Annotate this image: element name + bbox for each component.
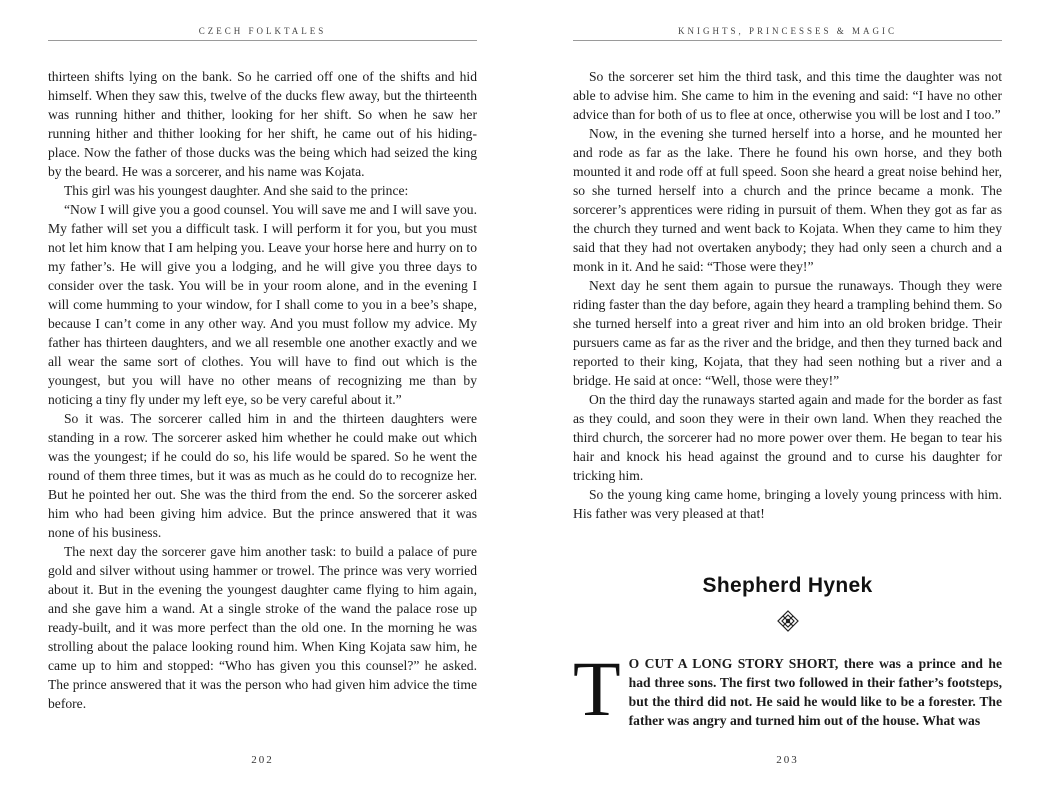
page-number: 202: [251, 754, 274, 766]
drop-cap: T: [573, 645, 621, 732]
story-opening: [573, 645, 1002, 732]
paragraph: Next day he sent them again to pursue the runaways. Though they were riding faster than the day before, again they heard a trampling behind them. So she turned herself into a great river and him into an old broken bridge. Their pursuers came as far as the river and the bridge, and then they turned back and reported to their king, Kojata, that they had seen nothing but a river and a bridge. He said at once: “Well, those were they!”: [573, 278, 1002, 388]
diamond-knot-ornament-icon: [777, 610, 799, 632]
header-rule: [48, 40, 477, 41]
paragraph: So the sorcerer set him the third task, and this time the daughter was not able to advise him. She came to him in the evening and said: “I have no other advice than for both of us to flee at once, otherwise you will be lost and I too.”: [573, 69, 1002, 122]
left-page: [48, 0, 477, 800]
paragraph: The next day the sorcerer gave him another task: to build a palace of pure gold and silver without using hammer or trowel. The prince was very worried about it. But in the evening the youngest daughter came flying to him again, and she gave him a wand. At a single stroke of the wand the palace rose up ready-built, and it was more perfect than the old one. In the morning he was strolling about the palace looking round him. When King Kojata saw him, he came up to him and stopped: “Who has given you this counsel?” he asked. The prince answered that it was the person who had given him advice the time before.: [48, 544, 477, 711]
running-head: KNIGHTS, PRINCESSES & MAGIC: [677, 26, 898, 36]
body-text: [48, 67, 477, 713]
page-number: 203: [776, 754, 799, 766]
story-title: Shepherd Hynek: [702, 574, 873, 597]
paragraph: So it was. The sorcerer called him in and the thirteen daughters were standing in a row. The sorcerer asked him whether he could make out which was the youngest; if he could do so, his life would be spared. So he went the round of them three times, but it was as much as he could do to recognize her. But he pointed her out. She was the third from the end. So the sorcerer asked him who had been giving him advice. But the prince answered that it was none of his business.: [48, 411, 477, 540]
paragraph: On the third day the runaways started again and made for the border as fast as they could, and soon they were in their own land. When they reached the third church, the sorcerer had no more power over them. He began to tear his hair and knock his head against the ground and to curse his daughter for tricking him.: [573, 392, 1002, 483]
paragraph: thirteen shifts lying on the bank. So he carried off one of the shifts and hid himself. When they saw this, twelve of the ducks flew away, but the thirteenth was running hither and thither, looking for her shift. So when he saw her running hither and thither looking for her shift, he came out of his hiding-place. Now the father of those ducks was the being which had seized the king by the beard. He was a sorcerer, and his name was Kojata.: [48, 69, 477, 179]
paragraph: “Now I will give you a good counsel. You will save me and I will save you. My father will set you a difficult task. I will perform it for you, but you must not let him know that I am helping you. Leave your horse here and hurry on to my father’s. He will give you a lodging, and he will give you three days to consider over the task. You will be in your room alone, and in the evening I will come humming to your window, for I shall come to you in a bee’s shape, because I can’t come in any other way. And you must follow my advice. My father has thirteen daughters, and we all resemble one another exactly and we all wear the same sort of clothes. You will have to find out which is the youngest, but you will have no other means of recognizing me than by noticing a tiny fly under my left eye, so be very careful about it.”: [48, 202, 477, 407]
right-page: [573, 0, 1002, 800]
body-text: [573, 67, 1002, 523]
paragraph: This girl was his youngest daughter. And she said to the prince:: [64, 183, 409, 198]
opening-text: O CUT A LONG STORY SHORT, there was a prince and he had three sons. The first two followed in their father’s footsteps, but the third did not. He said he would like to be a forester. The father was angry and turned him out of the house. What was: [628, 656, 1002, 728]
running-head: CZECH FOLKTALES: [198, 26, 327, 36]
paragraph: So the young king came home, bringing a lovely young princess with him. His father was very pleased at that!: [573, 487, 1002, 521]
header-rule: [573, 40, 1002, 41]
paragraph: Now, in the evening she turned herself into a horse, and he mounted her and rode as far as the lake. There he found his own horse, and they both mounted it and rode off at full speed. Soon she heard a great noise behind her, so she turned herself into a church and the prince became a monk. The sorcerer’s apprentices were riding in pursuit of them. When they got as far as the church they turned and went back to Kojata. When they came to him they said that they had not overtaken anybody; they had only seen a church and a monk in it. And he said: “Those were they!”: [573, 126, 1002, 274]
